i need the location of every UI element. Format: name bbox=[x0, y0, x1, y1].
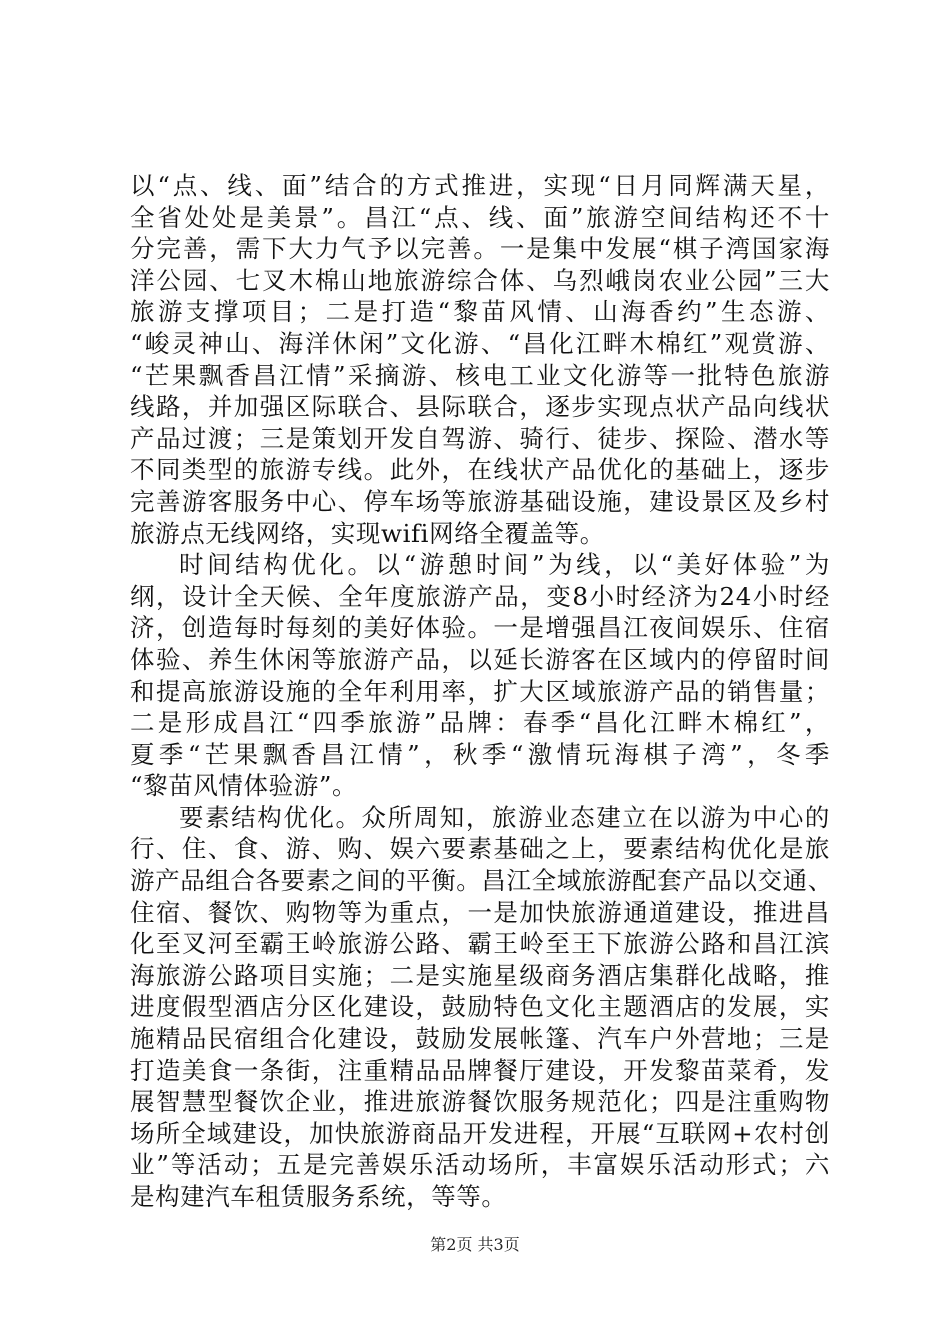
paragraph-line: 二是形成昌江“四季旅游”品牌：春季“昌化江畔木棉红”， bbox=[130, 708, 830, 738]
paragraph-line: 旅游点无线网络，实现wifi网络全覆盖等。 bbox=[130, 518, 605, 548]
paragraph-line: “峻灵神山、海洋休闲”文化游、“昌化江畔木棉红”观赏游、 bbox=[130, 328, 830, 358]
paragraph-line: 分完善，需下大力气予以完善。一是集中发展“棋子湾国家海 bbox=[130, 234, 830, 264]
paragraph-line: 是构建汽车租赁服务系统，等等。 bbox=[130, 1182, 507, 1211]
paragraph-line: 展智慧型餐饮企业，推进旅游餐饮服务规范化；四是注重购物 bbox=[130, 1087, 830, 1117]
paragraph-line: 以“点、线、面”结合的方式推进，实现“日月同辉满天星， bbox=[130, 171, 830, 200]
paragraph-line: 体验、养生休闲等旅游产品，以延长游客在区域内的停留时间 bbox=[130, 644, 830, 674]
paragraph-line: 产品过渡；三是策划开发自驾游、骑行、徒步、探险、潜水等 bbox=[130, 423, 830, 453]
paragraph-line: 游产品组合各要素之间的平衡。昌江全域旅游配套产品以交通、 bbox=[130, 866, 833, 896]
paragraph-line: 行、住、食、游、购、娱六要素基础之上，要素结构优化是旅 bbox=[130, 834, 830, 864]
paragraph-line: “芒果飘香昌江情”采摘游、核电工业文化游等一批特色旅游 bbox=[130, 360, 830, 390]
paragraph-line: 打造美食一条街，注重精品品牌餐厅建设，开发黎苗菜肴，发 bbox=[130, 1055, 830, 1085]
document-body bbox=[130, 170, 833, 1213]
paragraph-line: 不同类型的旅游专线。此外，在线状产品优化的基础上，逐步 bbox=[130, 455, 830, 485]
paragraph-line: 洋公园、七叉木棉山地旅游综合体、乌烈峨岗农业公园”三大 bbox=[130, 265, 830, 295]
paragraph-line: 夏季“芒果飘香昌江情”，秋季“激情玩海棋子湾”，冬季 bbox=[130, 739, 830, 769]
paragraph-line: 场所全域建设，加快旅游商品开发进程，开展“互联网+农村创 bbox=[130, 1118, 830, 1148]
paragraph-line: 进度假型酒店分区化建设，鼓励特色文化主题酒店的发展，实 bbox=[130, 992, 830, 1022]
paragraph-line: 要素结构优化。众所周知，旅游业态建立在以游为中心的 bbox=[179, 802, 830, 832]
paragraph-line: 济，创造每时每刻的美好体验。一是增强昌江夜间娱乐、住宿 bbox=[130, 613, 830, 643]
paragraph-line: 时间结构优化。以“游憩时间”为线，以“美好体验”为 bbox=[179, 550, 830, 580]
paragraph-line: 纲，设计全天候、全年度旅游产品，变8小时经济为24小时经 bbox=[130, 581, 830, 611]
paragraph-line: 完善游客服务中心、停车场等旅游基础设施，建设景区及乡村 bbox=[130, 486, 830, 516]
paragraph-line: 住宿、餐饮、购物等为重点，一是加快旅游通道建设，推进昌 bbox=[130, 897, 830, 927]
paragraph-line: 线路，并加强区际联合、县际联合，逐步实现点状产品向线状 bbox=[130, 392, 830, 422]
paragraph-line: 业”等活动；五是完善娱乐活动场所，丰富娱乐活动形式；六 bbox=[130, 1150, 830, 1180]
paragraph-line: 化至叉河至霸王岭旅游公路、霸王岭至王下旅游公路和昌江滨 bbox=[130, 929, 830, 959]
paragraph-line: 海旅游公路项目实施；二是实施星级商务酒店集群化战略，推 bbox=[130, 960, 830, 990]
paragraph-line: 全省处处是美景”。昌江“点、线、面”旅游空间结构还不十 bbox=[130, 202, 830, 232]
page-indicator: 第2页 共3页 bbox=[430, 1235, 520, 1254]
paragraph-line: “黎苗风情体验游”。 bbox=[130, 771, 358, 801]
paragraph-line: 施精品民宿组合化建设，鼓励发展帐篷、汽车户外营地；三是 bbox=[130, 1024, 830, 1054]
page-footer bbox=[0, 1235, 950, 1255]
paragraph-line: 旅游支撑项目；二是打造“黎苗风情、山海香约”生态游、 bbox=[130, 297, 830, 327]
paragraph-line: 和提高旅游设施的全年利用率，扩大区域旅游产品的销售量； bbox=[130, 676, 830, 706]
